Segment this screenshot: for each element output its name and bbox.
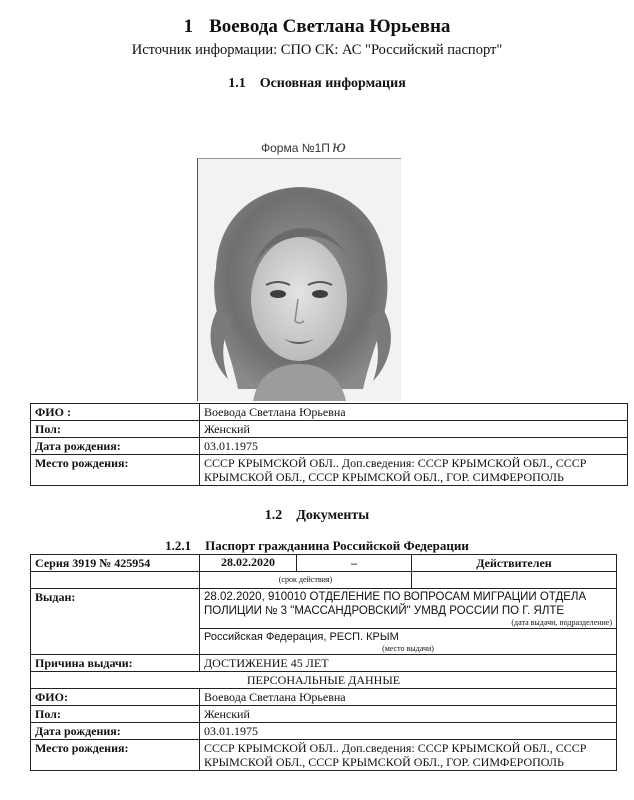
issued-value: 28.02.2020, 910010 ОТДЕЛЕНИЕ ПО ВОПРОСАМ МИГРАЦИИ ОТДЕЛА ПОЛИЦИИ № 3 "МАССАНДРОВСКИЙ" УМВД РОССИИ ПО Г. ЯЛТЕ [204, 591, 587, 617]
passport-heading-title: Паспорт гражданина Российской Федерации [205, 538, 469, 553]
passport-series: Серия 3919 № 425954 [31, 555, 200, 572]
passport-sex-value: Женский [200, 706, 617, 723]
passport-pob-label: Место рождения: [31, 740, 200, 771]
fio-value: Воевода Светлана Юрьевна [200, 404, 628, 421]
table-row [31, 672, 617, 689]
passport-fio-value: Воевода Светлана Юрьевна [200, 689, 617, 706]
reason-value: ДОСТИЖЕНИЕ 45 ЛЕТ [200, 655, 617, 672]
issued-label: Выдан: [31, 589, 200, 655]
validity-caption: (срок действия) [200, 572, 412, 589]
person-name: Воевода Светлана Юрьевна [209, 16, 451, 37]
source-line: Источник информации: СПО СК: АС "Российский паспорт" [131, 42, 503, 58]
basic-info-table [30, 403, 628, 486]
table-row [31, 740, 617, 771]
table-row [31, 723, 617, 740]
passport-dob-value: 03.01.1975 [200, 723, 617, 740]
pob-label: Место рождения: [31, 455, 200, 486]
section-docs-heading [0, 508, 634, 524]
validity-cell [200, 555, 297, 572]
section-docs-number: 1.2 [264, 508, 283, 523]
passport-photo [197, 158, 401, 401]
person-heading-number: 1 [183, 16, 194, 37]
passport-fio-label: ФИО: [31, 689, 200, 706]
section-docs-title: Документы [296, 508, 370, 523]
section-basic-title: Основная информация [259, 76, 406, 91]
issued-caption: (дата выдачи, подразделение) [511, 618, 612, 627]
reason-label: Причина выдачи: [31, 655, 200, 672]
table-row [31, 404, 628, 421]
form-label-text: Форма №1П [261, 141, 330, 155]
pob-value: СССР КРЫМСКОЙ ОБЛ.. Доп.сведения: СССР КРЫМСКОЙ ОБЛ., СССР КРЫМСКОЙ ОБЛ., СССР КРЫМСКОЙ ОБЛ., ГОР. СИМФЕРОПОЛЬ [200, 455, 628, 486]
personal-data-header: ПЕРСОНАЛЬНЫЕ ДАННЫЕ [31, 672, 617, 689]
passport-status: Действителен [412, 555, 617, 572]
handwritten-mark: ю [331, 137, 346, 156]
fio-label: ФИО : [31, 404, 200, 421]
table-row [31, 589, 617, 629]
passport-heading [0, 538, 634, 554]
passport-sex-label: Пол: [31, 706, 200, 723]
passport-pob-value: СССР КРЫМСКОЙ ОБЛ.. Доп.сведения: СССР КРЫМСКОЙ ОБЛ., СССР КРЫМСКОЙ ОБЛ., СССР КРЫМСКОЙ ОБЛ., ГОР. СИМФЕРОПОЛЬ [200, 740, 617, 771]
table-row [31, 455, 628, 486]
portrait-image [198, 159, 401, 401]
section-basic-heading [0, 76, 634, 92]
sex-label: Пол: [31, 421, 200, 438]
dob-label: Дата рождения: [31, 438, 200, 455]
table-row [31, 421, 628, 438]
table-row [31, 706, 617, 723]
passport-heading-number: 1.2.1 [165, 538, 192, 553]
form-label [261, 137, 346, 156]
passport-table [30, 554, 617, 771]
table-row [31, 655, 617, 672]
passport-date: 28.02.2020 [221, 555, 275, 569]
table-row [31, 438, 628, 455]
table-row [31, 572, 617, 589]
place-caption: (место выдачи) [382, 644, 434, 653]
person-heading [0, 16, 634, 38]
table-row [31, 689, 617, 706]
place-value: Российская Федерация, РЕСП. КРЫМ [204, 631, 399, 643]
section-basic-number: 1.1 [228, 76, 246, 91]
sex-value: Женский [200, 421, 628, 438]
passport-dash: – [297, 555, 412, 572]
table-row [31, 555, 617, 572]
dob-value: 03.01.1975 [200, 438, 628, 455]
issued-cell [200, 589, 617, 629]
passport-dob-label: Дата рождения: [31, 723, 200, 740]
place-cell [200, 629, 617, 655]
